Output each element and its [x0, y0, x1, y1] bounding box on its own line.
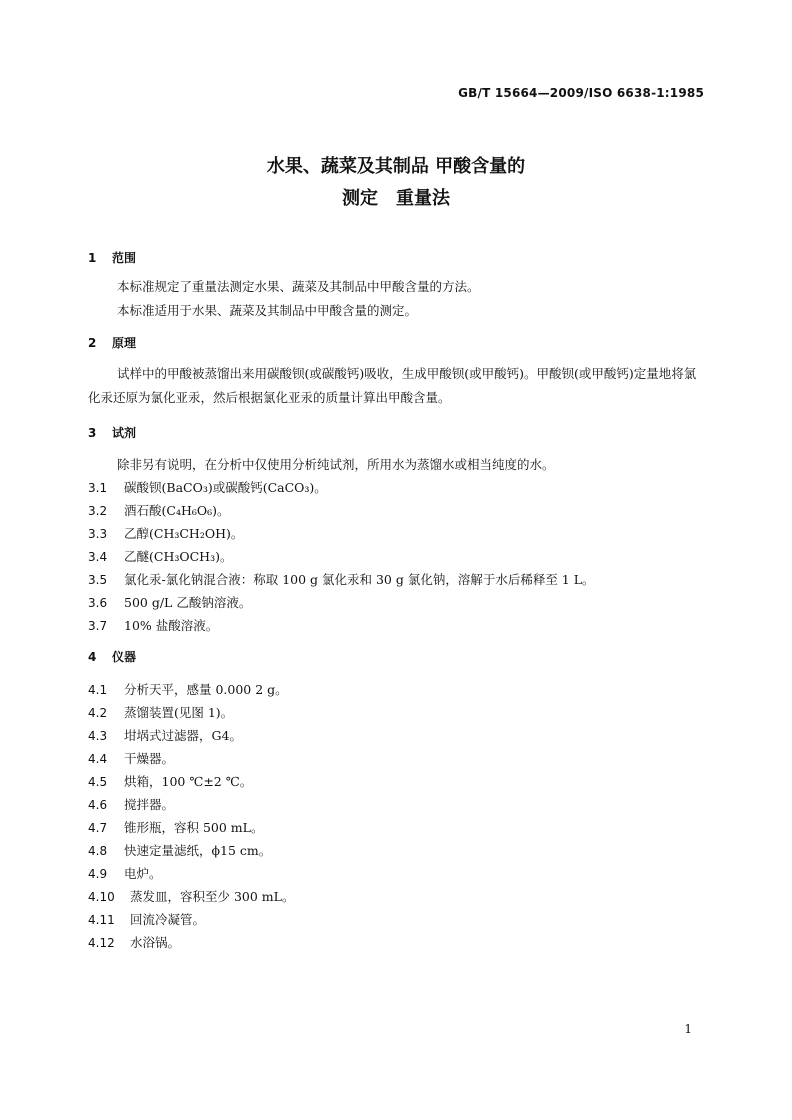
list-item — [88, 570, 595, 588]
item-number: 4.2 — [88, 706, 108, 720]
item-number: 4.6 — [88, 798, 108, 812]
item-number: 3.4 — [88, 550, 108, 564]
section-title: 仪器 — [112, 650, 137, 664]
list-item — [88, 795, 174, 813]
item-text: 乙醚(CH₃OCH₃)。 — [124, 549, 233, 564]
list-item — [88, 841, 271, 859]
principle-paragraph: 试样中的甲酸被蒸馏出来用碳酸钡(或碳酸钙)吸收，生成甲酸钡(或甲酸钙)。甲酸钡(或甲酸钙)定量地将氯化汞还原为氯化亚汞，然后根据氯化亚汞的质量计算出甲酸含量。 — [88, 366, 697, 405]
item-text: 蒸馏装置(见图 1)。 — [124, 705, 234, 720]
list-item — [88, 933, 180, 951]
item-number: 3.6 — [88, 596, 108, 610]
item-text: 干燥器。 — [124, 751, 175, 766]
list-item — [88, 910, 205, 928]
item-number: 4.5 — [88, 775, 108, 789]
list-item — [88, 616, 218, 634]
section-number: 1 — [88, 251, 97, 265]
list-item — [88, 864, 162, 882]
item-number: 4.12 — [88, 936, 115, 950]
item-number: 4.10 — [88, 890, 115, 904]
item-text: 氯化汞-氯化钠混合液：称取 100 g 氯化汞和 30 g 氯化钠，溶解于水后稀释至 1 L。 — [124, 572, 595, 587]
standard-number: GB/T 15664—2009/ISO 6638-1:1985 — [458, 86, 704, 100]
item-text: 酒石酸(C₄H₆O₆)。 — [124, 503, 230, 518]
item-text: 碳酸钡(BaCO₃)或碳酸钙(CaCO₃)。 — [124, 480, 327, 495]
list-item — [88, 887, 294, 905]
list-item — [88, 501, 230, 519]
item-text: 回流冷凝管。 — [130, 912, 206, 927]
section-title: 范围 — [112, 251, 137, 265]
item-text: 蒸发皿，容积至少 300 mL。 — [130, 889, 295, 904]
item-number: 3.1 — [88, 481, 108, 495]
section-1-heading — [88, 249, 136, 266]
item-text: 10% 盐酸溶液。 — [124, 618, 219, 633]
list-item — [88, 524, 243, 542]
list-item — [88, 749, 174, 767]
item-text: 500 g/L 乙酸钠溶液。 — [124, 595, 252, 610]
section-number: 2 — [88, 336, 97, 350]
section-title: 试剂 — [112, 426, 137, 440]
list-item — [88, 478, 327, 496]
item-text: 水浴锅。 — [130, 935, 181, 950]
item-number: 4.4 — [88, 752, 108, 766]
list-item — [88, 703, 233, 721]
section-3-heading — [88, 424, 136, 441]
document-title-line2: 测定 重量法 — [342, 188, 450, 209]
item-text: 搅拌器。 — [124, 797, 175, 812]
list-item — [88, 680, 288, 698]
page-number: 1 — [684, 1022, 692, 1036]
list-item — [88, 726, 242, 744]
item-text: 快速定量滤纸，ϕ15 cm。 — [124, 843, 272, 858]
item-number: 4.3 — [88, 729, 108, 743]
section-number: 3 — [88, 426, 97, 440]
item-text: 烘箱，100 ℃±2 ℃。 — [124, 774, 253, 789]
list-item — [88, 772, 252, 790]
document-title-line1: 水果、蔬菜及其制品 甲酸含量的 — [266, 156, 526, 177]
list-item — [88, 818, 263, 836]
item-number: 3.2 — [88, 504, 108, 518]
item-number: 4.11 — [88, 913, 115, 927]
list-item — [88, 593, 251, 611]
item-number: 4.8 — [88, 844, 108, 858]
section-2-heading — [88, 334, 136, 351]
item-number: 3.3 — [88, 527, 108, 541]
item-text: 乙醇(CH₃CH₂OH)。 — [124, 526, 244, 541]
item-number: 4.7 — [88, 821, 108, 835]
item-number: 4.9 — [88, 867, 108, 881]
reagents-intro: 除非另有说明，在分析中仅使用分析纯试剂，所用水为蒸馏水或相当纯度的水。 — [117, 457, 555, 472]
section-number: 4 — [88, 650, 97, 664]
scope-paragraph-1: 本标准规定了重量法测定水果、蔬菜及其制品中甲酸含量的方法。 — [117, 279, 480, 294]
item-number: 3.7 — [88, 619, 108, 633]
section-title: 原理 — [112, 336, 137, 350]
item-text: 锥形瓶，容积 500 mL。 — [124, 820, 264, 835]
item-text: 电炉。 — [124, 866, 162, 881]
item-text: 坩埚式过滤器，G4。 — [124, 728, 242, 743]
scope-paragraph-2: 本标准适用于水果、蔬菜及其制品中甲酸含量的测定。 — [117, 303, 418, 318]
item-text: 分析天平，感量 0.000 2 g。 — [124, 682, 288, 697]
list-item — [88, 547, 232, 565]
item-number: 4.1 — [88, 683, 108, 697]
section-4-heading — [88, 648, 136, 665]
item-number: 3.5 — [88, 573, 108, 587]
